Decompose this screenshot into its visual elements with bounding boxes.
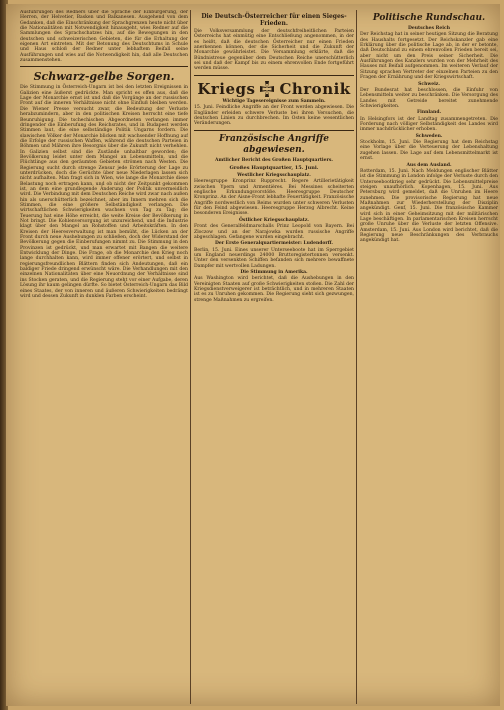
- subsection-title: Schweiz.: [418, 81, 440, 87]
- subsection-title: Schweden.: [415, 133, 443, 139]
- column-left: [20, 10, 188, 704]
- column-middle: [194, 10, 354, 704]
- subsection-body: Rotterdam, 15. Juni. Nach Meldungen englischer Blätter ist die Stimmung in London infolge der Verluste durch den Unterseebootkrieg sehr gedrückt. Die Lebensmittelpreise steigen unaufhörlich. Kopenhagen, 15. Juni. Aus Petersburg wird gemeldet, daß die Unruhen im Heere zunehmen. Die provisorische Regierung hat neue Maßnahmen zur Wiederherstellung der Disziplin angekündigt. Genf, 15. Juni. Die französische Kammer wird sich in einer Geheimsitzung mit der militärischen Lage beschäftigen. In parlamentarischen Kreisen herrscht große Unruhe über die Verluste der letzten Offensive. Amsterdam, 15. Juni. Aus London wird berichtet, daß die Regierung neue Beschränkungen des Verbrauchs angekündigt hat.: [360, 168, 498, 244]
- section-america-body: Aus Washington wird berichtet, daß die Aushebungen in den Vereinigten Staaten auf große Schwierigkeiten stoßen. Die Zahl der Kriegsdienstverweigerer ist beträchtlich, und in mehreren Staaten ist es zu Unruhen gekommen. Die Regierung sieht sich gezwungen, strenge Maßnahmen zu ergreifen.: [194, 276, 354, 303]
- top-body: Die Volksversammlung der deutschfreiheitlichen Parteien Österreichs hat einmütig eine Entschließung angenommen, in der es heißt, daß die deutschen Österreicher nur einen Frieden anerkennen können, der die Sicherheit und die Zukunft der Monarchie gewährleistet. Die Versammlung erklärte, daß die Bündnistreue gegenüber dem Deutschen Reiche unerschütterlich sei und daß der Kampf bis zu einem ehrenvollen Ende fortgeführt werden müsse.: [194, 29, 354, 72]
- iron-cross-icon: [259, 81, 275, 97]
- report-subtitle: Amtlicher Bericht des Großen Hauptquartiers.: [215, 157, 333, 163]
- subsection-title: Finnland.: [416, 110, 442, 116]
- section-sea-body: Berlin, 15. Juni. Eines unserer Unterseeboote hat im Sperrgebiet um England neuerdings 24000 Bruttoregistertonnen versenkt. Unter den versenkten Schiffen befanden sich mehrere bewaffnete Dampfer mit wertvollen Ladungen.: [194, 247, 354, 269]
- section-east-body: Front des Generalfeldmarschalls Prinz Leopold von Bayern. Bei Zloczow und an der Narajowka wurden russische Angriffe abgeschlagen. Gefangene wurden eingebracht.: [194, 224, 354, 240]
- section-signature: Der Erste Generalquartiermeister: Ludendorff.: [214, 241, 333, 247]
- article-heading: Schwarz-gelbe Sorgen.: [33, 70, 175, 84]
- section-america-title: Die Stimmung in Amerika.: [240, 269, 308, 275]
- separator: [194, 75, 354, 76]
- subsection-title: Aus dem Ausland.: [406, 162, 452, 168]
- report-place: Großes Hauptquartier, 15. Juni.: [229, 164, 319, 171]
- column-rule: [356, 10, 357, 704]
- section-west-body: Heeresgruppe Kronprinz Rupprecht. Regere Artillerietätigkeit zwischen Ypern und Armentières. Bei Messines scheiterten englische Erkundungsvorstöße. Heeresgruppe Deutscher Kronprinz. An der Aisne-Front lebhafte Feuertätigkeit. Französische Angriffe nordwestlich von Reims wurden unter schweren Verlusten für den Feind abgewiesen. Heeresgruppe Herzog Albrecht. Keine besonderen Ereignisse.: [194, 179, 354, 217]
- separator: [194, 130, 354, 131]
- section-east-title: Östlicher Kriegsschauplatz.: [238, 217, 309, 223]
- section-west-title: Westlicher Kriegsschauplatz.: [237, 172, 311, 178]
- subsection-body: Der Reichstag hat in seiner heutigen Sitzung die Beratung des Haushalts fortgesetzt. Der Reichskanzler gab eine Erklärung über die politische Lage ab, in der er betonte, daß Deutschland zu einem ehrenvollen Frieden bereit sei, aber nicht um den Preis seiner Sicherheit. Die Ausführungen des Kanzlers wurden von der Mehrheit des Hauses mit Beifall aufgenommen. Im weiteren Verlauf der Sitzung sprachen Vertreter der einzelnen Parteien zu den Fragen der Ernährung und der Kriegswirtschaft.: [360, 32, 498, 81]
- chronik-note: 15. Juni. Feindliche Angriffe an der Front werden abgewiesen. Die Engländer erleiden schwere Verluste bei ihren Versuchen, die deutschen Linien zu durchbrechen. Im Osten keine wesentlichen Veränderungen.: [194, 105, 354, 127]
- intro-text: Ausführungen des Redners über die Sprache der Einbürgerung, der Herren, der Helvetier, Basken und Balkanesen. Ausgehend von dem Gedanken, daß die Einschränkung der Sprachgrenzen heute nicht über die Nationalitäten mit Notwendigkeit hinausgeht, wies Redner auf die Sammlungen des Sprachschatzes hin, auf die Bewegungen in den deutschen und schweizerischen Gebieten, die für die Erhaltung der eigenen Art eintreten. Mit der Betonung des Deutschtums in Schule und Haus schloß der Redner unter lebhaftem Beifall seine Ausführungen und wies auf die Notwendigkeit hin, daß alle Deutschen zusammenstehen.: [20, 10, 188, 64]
- masthead-left-word: Kriegs: [197, 79, 256, 98]
- subsection-body: Stockholm, 15. Juni. Die Regierung hat dem Reichstag eine Vorlage über die Verteuerung der Lebenshaltung zugehen lassen. Die Lage auf dem Lebensmittelmarkt ist ernst.: [360, 140, 498, 162]
- subsection-title: Deutsches Reich: [408, 26, 450, 31]
- separator: [20, 66, 188, 67]
- newspaper-page: [6, 4, 500, 706]
- rundschau-heading: Politische Rundschau.: [372, 13, 486, 23]
- masthead-right-word: Chronik: [279, 79, 351, 98]
- masthead-subtitle: Wichtige Tagesereignisse zum Sammeln.: [222, 98, 326, 104]
- article-body: Die Stimmung in Österreich-Ungarn ist bei den letzten Ereignissen in Galizien eine äußerst gedrückte. Man spricht es offen aus, daß die Lage der Monarchie ernst ist und daß die Vorgänge an der russischen Front auf die inneren Verhältnisse nicht ohne Einfluß bleiben werden. Die Wiener Presse versucht zwar, die Bedeutung der Verluste herabzumindern, aber in den politischen Kreisen herrscht eine tiefe Beunruhigung. Die tschechischen Abgeordneten verlangen immer dringender die Einberufung des Reichsrates, und in Budapest werden Stimmen laut, die eine selbständige Politik Ungarns fordern. Die slawischen Völker der Monarchie blicken mit wachsender Hoffnung auf die Erfolge der russischen Waffen, während die deutschen Parteien in Böhmen und Mähren ihre Besorgnis über die Zukunft nicht verhehlen. In Galizien selbst sind die Zustände unhaltbar geworden; die Bevölkerung leidet unter dem Mangel an Lebensmitteln, und die Flüchtlinge aus den geräumten Gebieten strömen nach Westen. Die Regierung sucht durch strenge Zensur jede Erörterung der Lage zu unterdrücken, doch die Gerüchte über neue Niederlagen lassen sich nicht aufhalten. Man fragt sich in Wien, wie lange die Monarchie diese Belastung noch ertragen kann, und ob nicht der Zeitpunkt gekommen ist, an dem eine grundlegende Änderung der Politik unvermeidlich wird. Die Verbindung mit dem Deutschen Reiche wird zwar nach außen hin als unerschütterlich bezeichnet, aber im Innern mehren sich die Stimmen, die eine größere Selbständigkeit verlangen. Die wirtschaftlichen Schwierigkeiten wachsen von Tag zu Tag; die Teuerung hat eine Höhe erreicht, die weite Kreise der Bevölkerung in Not bringt. Die Kohlenversorgung ist unzureichend, und die Industrie klagt über den Mangel an Rohstoffen und Arbeitskräften. In den Kreisen der Heeresverwaltung ist man bemüht, die Lücken an der Front durch neue Aushebungen zu schließen, doch der Widerstand der Bevölkerung gegen die Einberufungen nimmt zu. Die Stimmung in den Provinzen ist gedrückt, und man erwartet mit Bangen die weitere Entwicklung der Dinge. Die Frage, ob die Monarchie den Krieg noch lange durchhalten kann, wird immer offener erörtert, und selbst in regierungsfreundlichen Blättern finden sich Andeutungen, daß ein baldiger Friede dringend erwünscht wäre. Die Verhandlungen mit den einzelnen Nationalitäten über eine Neuordnung der Verhältnisse sind ins Stocken geraten, und die Regierung steht vor einer Aufgabe, deren Lösung ihr kaum gelingen dürfte. So bietet Österreich-Ungarn das Bild eines Staates, der von inneren und äußeren Schwierigkeiten bedrängt wird und dessen Zukunft in dunklen Farben erscheint.: [20, 85, 188, 299]
- column-right: [360, 10, 498, 704]
- report-heading: Französische Angriffe abgewiesen.: [218, 133, 330, 155]
- top-heading: Die Deutsch-Österreicher für einen Sieges-Frieden.: [201, 13, 347, 27]
- subsection-body: In Helsingfors ist der Landtag zusammengetreten. Die Forderung nach völliger Selbständigkeit des Landes wird immer nachdrücklicher erhoben.: [360, 116, 498, 133]
- subsection-body: Der Bundesrat hat beschlossen, die Einfuhr von Lebensmitteln weiter zu beschränken. Die Versorgung des Landes mit Getreide bereitet zunehmende Schwierigkeiten.: [360, 87, 498, 109]
- kriegs-chronik-masthead: [194, 80, 354, 98]
- column-rule: [190, 10, 191, 704]
